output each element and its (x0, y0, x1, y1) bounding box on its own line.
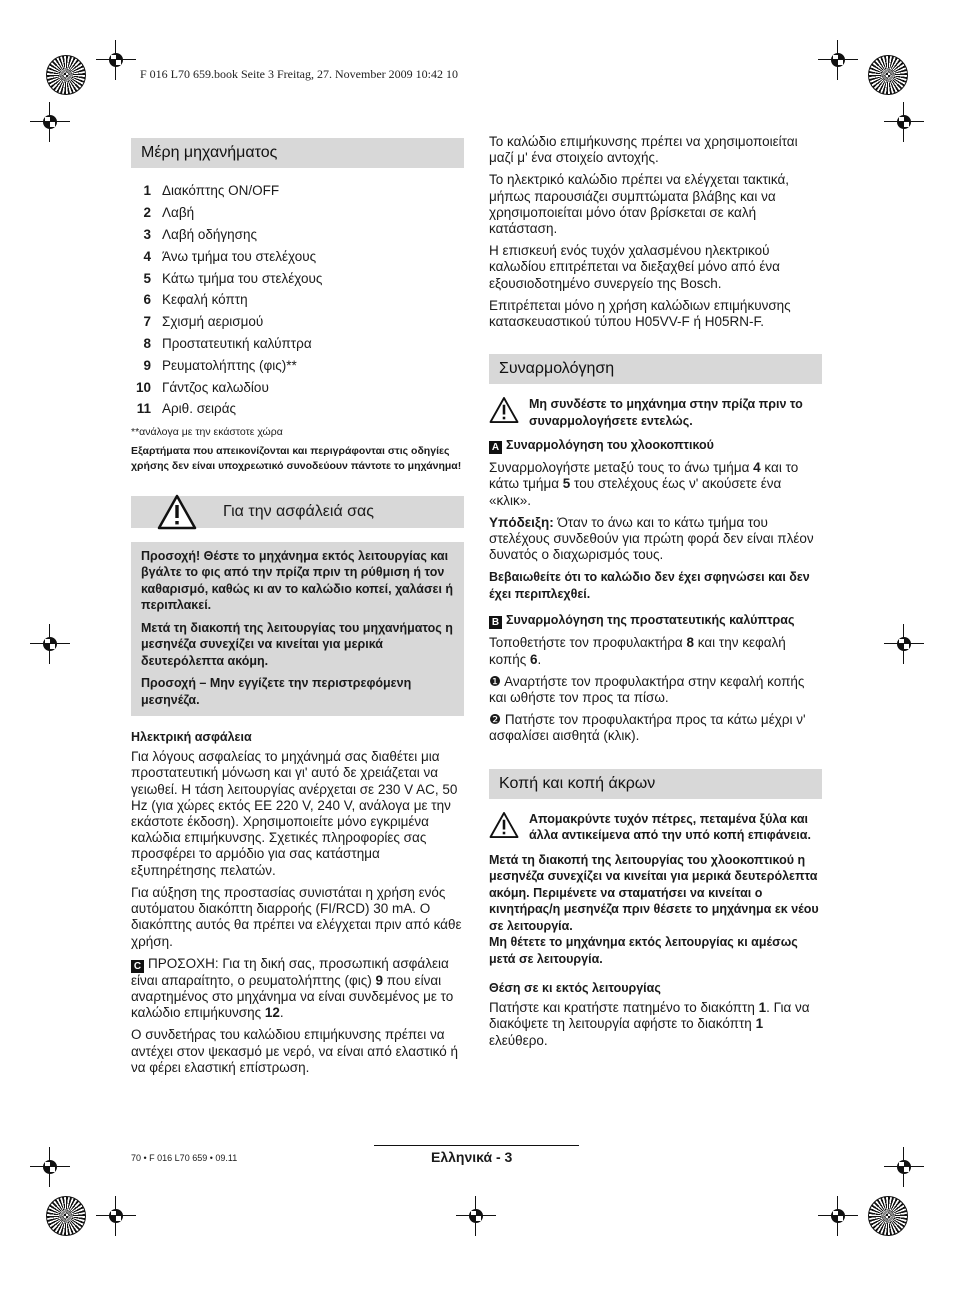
part-label: Άνω τμήμα του στελέχους (162, 248, 317, 264)
part-label: Διακόπτης ON/OFF (162, 183, 280, 199)
paragraph: Η επισκευή ενός τυχόν χαλασμένου ηλεκτρικού καλωδίου επιτρέπεται να διεξαχθεί μόνο από ένα εξουσιοδοτημένο συνεργείο της Bosch. (489, 243, 780, 291)
color-wheel-mark (46, 1196, 86, 1236)
registration-mark (884, 102, 924, 142)
figure-letter-b: B (489, 616, 502, 629)
parts-list-item (131, 333, 464, 355)
paragraph: Για αύξηση της προστασίας συνιστάται η χρήση ενός αυτόματου διακόπτη διαρροής (FI/RCD) 30 mA. Ο διακόπτης αυτός θα πρέπει να ελέγχεται πριν από κάθε χρήση. (131, 884, 462, 949)
step-2: ❷ Πατήστε τον προφυλακτήρα προς τα κάτω μέχρι ν' ασφαλίσει αισθητά (κλικ). (489, 712, 806, 744)
parts-list-item (131, 202, 464, 224)
warning-text: Προσοχή! Θέστε το μηχάνημα εκτός λειτουργίας και βγάλτε το φις από την πρίζα πριν τη ρύθμιση ή τον καθαρισμό, καθώς κι αν το καλώδιο κοπεί, χαλάσει ή περιπλακεί. (141, 548, 454, 613)
paragraph: Το ηλεκτρικό καλώδιο πρέπει να ελέγχεται τακτικά, μήπως παρουσιάζει συμπτώματα βλάβης και να χρησιμοποιείται μόνο όταν βρίσκεται σε καλή κατάσταση. (489, 172, 790, 237)
parts-list-item (131, 245, 464, 267)
registration-mark (30, 102, 70, 142)
warning-text: Προσοχή – Μην εγγίζετε την περιστρεφόμενη μεσηνέζα. (141, 676, 412, 707)
right-column (489, 134, 822, 1055)
section-title-safety (131, 496, 464, 528)
part-label: Λαβή οδήγησης (162, 226, 257, 242)
registration-mark (30, 1147, 70, 1187)
switch-title: Θέση σε κι εκτός λειτουργίας (489, 981, 661, 996)
registration-mark (818, 1196, 858, 1236)
parts-list (131, 180, 464, 420)
paragraph: Συναρμολογήστε μεταξύ τους το άνω τμήμα 4 και το κάτω τμήμα 5 του στελέχους έως ν' ακούσετε ένα «κλικ». (489, 460, 799, 508)
registration-mark (884, 624, 924, 664)
paragraph: Τοποθετήστε τον προφυλακτήρα 8 και την κεφαλή κοπής 6. (489, 635, 786, 667)
accessories-note: Εξαρτήματα που απεικονίζονται και περιγράφονται στις οδηγίες χρήσης δεν είναι υποχρεωτικό συνοδεύουν πάντοτε το μηχάνημα! (131, 444, 462, 472)
part-number: 11 (136, 401, 151, 417)
paragraph: C ΠΡΟΣΟΧΗ: Για τη δική σας, προσωπική ασφάλεια είναι απαραίτητο, ο ρευματολήπτης (φις) 9 που είναι αναρτημένος στο μηχάνημα να είναι συνδεμένος με το καλώδιο επιμήκυνσης 12. (131, 955, 454, 1021)
figure-letter-c: C (131, 960, 144, 973)
registration-mark (30, 624, 70, 664)
electric-safety-title: Ηλεκτρική ασφάλεια (131, 730, 252, 745)
part-label: Αριθ. σειράς (162, 401, 237, 417)
assembly-step-b-title: B Συναρμολόγηση της προστατευτικής καλύπτρας (489, 612, 822, 629)
part-number: 9 (143, 357, 151, 373)
paragraph: Το καλώδιο επιμήκυνσης πρέπει να χρησιμοποιείται μαζί μ' ένα στοιχείο αντοχής. (489, 134, 798, 166)
parts-list-item (131, 267, 464, 289)
assembly-step-a-title: A Συναρμολόγηση του χλοοκοπτικού (489, 437, 822, 454)
parts-list-item (131, 354, 464, 376)
parts-list-item (131, 224, 464, 246)
book-header: F 016 L70 659.book Seite 3 Freitag, 27. November 2009 10:42 10 (140, 67, 458, 81)
registration-mark (96, 1196, 136, 1236)
page-number: Ελληνικά - 3 (431, 1149, 513, 1165)
registration-mark (818, 40, 858, 80)
assembly-warning: Μη συνδέστε το μηχάνημα στην πρίζα πριν το συναρμολογήσετε εντελώς. (489, 396, 822, 429)
footnote: **ανάλογα με την εκάστοτε χώρα (131, 425, 283, 438)
color-wheel-mark (46, 55, 86, 95)
section-title-assembly: Συναρμολόγηση (489, 354, 822, 384)
step-1: ❶ Αναρτήστε τον προφυλακτήρα στην κεφαλή κοπής και ωθήστε τον προς τα πίσω. (489, 673, 805, 706)
paragraph: Ο συνδετήρας του καλώδιου επιμήκυνσης πρέπει να αντέχει στον ψεκασμό με νερό, να είναι από ελαστικό ή να φέρει ελαστική επίστρωση. (131, 1027, 459, 1075)
cable-check-note: Βεβαιωθείτε ότι το καλώδιο δεν έχει σφηνώσει και δεν έχει περιπλεχθεί. (489, 570, 810, 601)
footer-divider (374, 1145, 579, 1146)
part-number: 6 (143, 292, 151, 308)
part-label: Λαβή (162, 205, 195, 221)
part-label: Σχισμή αερισμού (162, 314, 264, 330)
registration-mark (884, 1147, 924, 1187)
part-number: 8 (143, 335, 151, 351)
parts-list-item (131, 398, 464, 420)
cutting-warning: Απομακρύντε τυχόν πέτρες, πεταμένα ξύλα και άλλα αντικείμενα από την υπό κοπή επιφάνεια. (489, 811, 822, 844)
color-wheel-mark (868, 55, 908, 95)
hint-paragraph: Υπόδειξη: Όταν το άνω και το κάτω τμήμα του στελέχους συνδεθούν για πρώτη φορά δεν είναι πλέον δυνατός ο διαχωρισμός τους. (489, 514, 814, 563)
part-label: Κεφαλή κόπτη (162, 292, 248, 308)
paragraph: Επιτρέπεται μόνο η χρήση καλώδιων επιμήκυνσης κατασκευαστικού τύπου H05VV-F ή H05RN-F. (489, 297, 791, 330)
part-label: Ρευματολήπτης (φις)** (162, 357, 297, 373)
part-number: 3 (143, 226, 151, 242)
registration-mark (456, 1196, 496, 1236)
parts-list-item (131, 311, 464, 333)
registration-mark (96, 40, 136, 80)
part-label: Κάτω τμήμα του στελέχους (162, 270, 323, 286)
section-title-parts: Μέρη μηχανήματος (131, 138, 464, 168)
part-number: 2 (143, 205, 151, 221)
parts-list-item (131, 289, 464, 311)
warning-triangle-icon (489, 396, 519, 424)
paragraph: Για λόγους ασφαλείας το μηχάνημά σας διαθέτει μια προστατευτική μόνωση και γι' αυτό δε χρειάζεται να γειωθεί. Η τάση λειτουργίας ανέρχεται σε 230 V AC, 50 Hz (για χώρες εκτός ΕΕ 220 V, 240 V, ανάλογα με την εκάστοτε έκδοση). Χρησιμοποιείτε μόνο εγκριμένα καλώδια επιμήκυνσης. Σχετικές πληροφορίες σας προσφέρει το αρμόδιο για σας κατάστημα εξυπηρέτησης πελατών. (131, 749, 458, 878)
warning-triangle-icon (157, 494, 197, 530)
warning-triangle-icon (489, 811, 519, 839)
part-number: 1 (143, 183, 151, 199)
color-wheel-mark (868, 1196, 908, 1236)
part-label: Γάντζος καλωδίου (162, 379, 269, 395)
parts-list-item (131, 180, 464, 202)
warning-text: Μετά τη διακοπή της λειτουργίας του μηχανήματος η μεσηνέζα συνεχίζει να κινείται για μερικά δευτερόλεπτα ακόμη. (141, 620, 453, 668)
footer-code: 70 • F 016 L70 659 • 09.11 (131, 1153, 238, 1163)
safety-title: Για την ασφάλειά σας (223, 502, 375, 520)
part-number: 10 (135, 379, 151, 395)
part-label: Προστατευτική καλύπτρα (162, 335, 312, 351)
cutting-note: Μετά τη διακοπή της λειτουργίας του χλοοκοπτικού η μεσηνέζα συνεχίζει να κινείται για μερικά δευτερόλεπτα ακόμη. Περιμένετε να σταματήσει να κινείται ο κινητήρας/η μεσηνέζα πριν θέσετε το μηχάνημα εκ νέου σε λειτουργία. (489, 852, 819, 933)
cutting-note: Μη θέτετε το μηχάνημα εκτός λειτουργίας κι αμέσως μετά σε λειτουργία. (489, 935, 798, 966)
part-number: 7 (143, 314, 151, 330)
paragraph: Πατήστε και κρατήστε πατημένο το διακόπτη 1. Για να διακόψετε τη λειτουργία αφήστε το διακόπτη 1 ελεύθερο. (489, 1000, 810, 1048)
part-number: 4 (143, 248, 151, 264)
figure-letter-a: A (489, 441, 502, 454)
parts-list-item (131, 376, 464, 398)
safety-warning-box (131, 542, 464, 717)
section-title-cutting: Κοπή και κοπή άκρων (489, 769, 822, 799)
part-number: 5 (143, 270, 151, 286)
left-column (131, 138, 464, 1082)
